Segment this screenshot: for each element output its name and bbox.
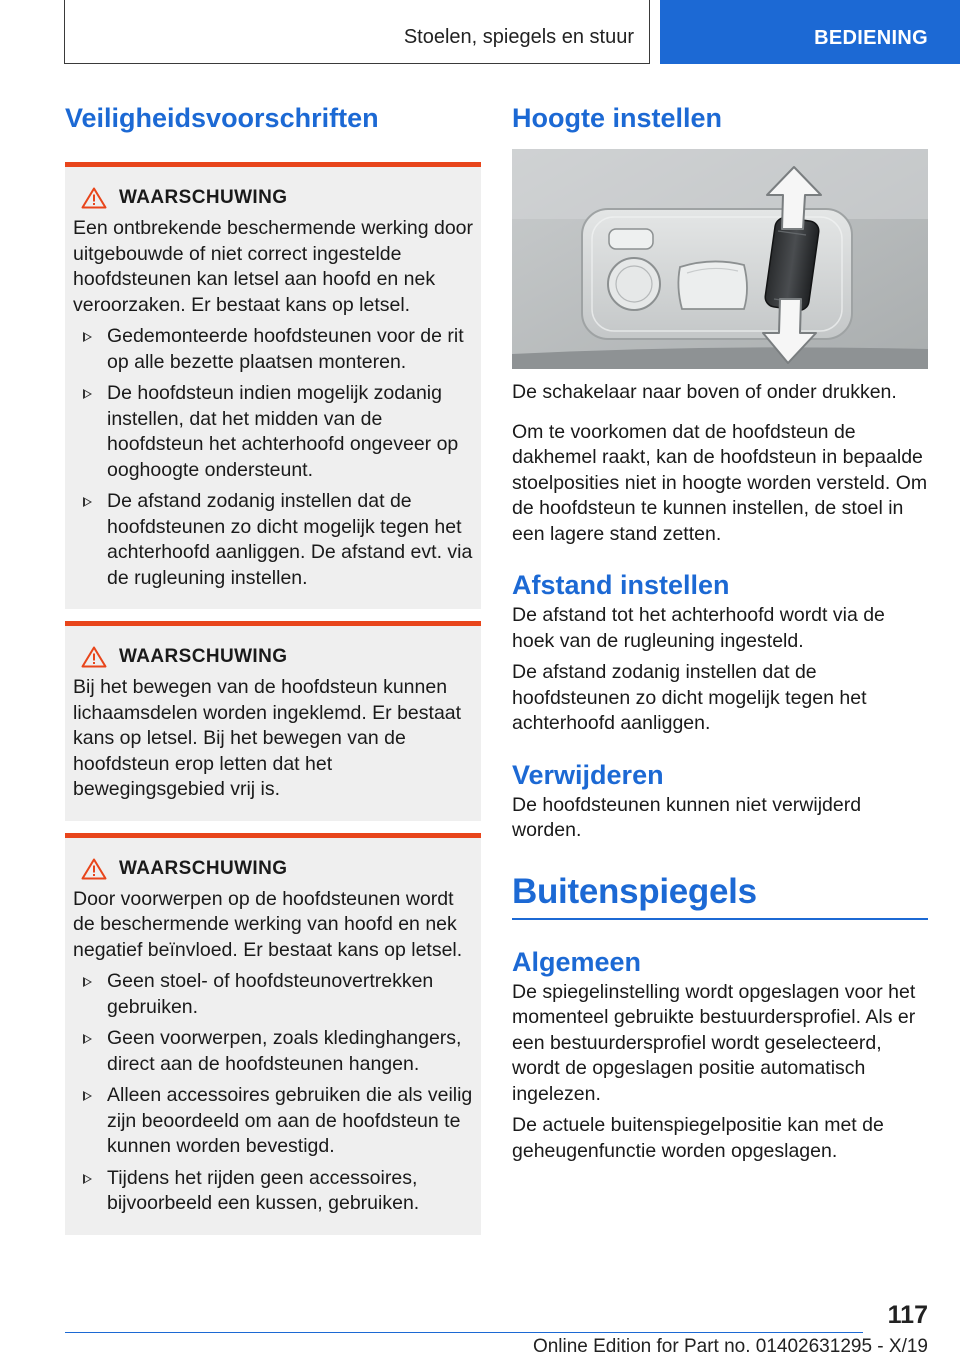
warning-text: Een ontbrekende beschermende werking door uitgebouwde of niet correct ingestelde hoofdsteunen kan letsel aan hoofd en nek veroorzaken. Er bestaat kans op letsel.	[73, 217, 474, 316]
heading-height: Hoogte instellen	[512, 103, 723, 133]
list-bullet-triangle-icon	[83, 332, 92, 342]
height-caption: De schakelaar naar boven of onder drukken.	[512, 381, 897, 403]
list-bullet-triangle-icon	[83, 1091, 92, 1101]
headrest-switch-illustration	[512, 149, 928, 369]
list-item: Geen stoel- of hoofdsteunovertrekken gebruiken.	[73, 969, 473, 1020]
right-column	[512, 100, 928, 1164]
list-item: Tijdens het rijden geen accessoires, bijvoorbeeld een kussen, gebruiken.	[73, 1166, 473, 1217]
list-item: Geen voorwerpen, zoals kledinghangers, direct aan de hoofdsteunen hangen.	[73, 1026, 473, 1077]
distance-text-2: De afstand zodanig instellen dat de hoofdsteunen zo dicht mogelijk tegen het achterhoofd aanliggen.	[512, 661, 867, 734]
list-bullet-triangle-icon	[83, 1034, 92, 1044]
list-bullet-triangle-icon	[83, 977, 92, 987]
remove-text: De hoofdsteunen kunnen niet verwijderd worden.	[512, 793, 862, 841]
list-bullet-triangle-icon	[83, 389, 92, 399]
warning-label: WAARSCHUWING	[119, 646, 288, 667]
footer-edition: Online Edition for Part no. 01402631295 - X/19	[532, 1336, 928, 1357]
warning-label: WAARSCHUWING	[119, 857, 288, 879]
general-text-1: De spiegelinstelling wordt opgeslagen voor het momenteel gebruikte bestuurdersprofiel. Als er een bestuurdersprofiel wordt geselecteerd, wordt de opgeslagen positie automatisch ingelezen.	[512, 980, 916, 1105]
list-bullet-triangle-icon	[83, 497, 92, 507]
warning-triangle-icon	[81, 187, 107, 209]
header-chapter-tab	[660, 0, 960, 64]
left-column	[65, 100, 481, 1235]
distance-text-1: De afstand tot het achterhoofd wordt via de hoek van de rugleuning ingesteld.	[512, 604, 885, 652]
heading-mirrors: Buitenspiegels	[512, 871, 757, 911]
height-text: Om te voorkomen dat de hoofdsteun de dakhemel raakt, kan de hoofdsteun in bepaalde stoelposities niet in hoogte worden versteld. Om de hoofdsteun te kunnen instellen, de stoel in een lagere stand zetten.	[512, 420, 928, 545]
heading-general: Algemeen	[512, 946, 642, 977]
warning-title	[73, 646, 473, 668]
warning-text: Bij het bewegen van de hoofdsteun kunnen lichaamsdelen worden ingeklemd. Er bestaat kans op letsel. Bij het bewegen van de hoofdsteun erop letten dat het bewegingsgebied vrij is.	[73, 676, 462, 800]
heading-distance: Afstand instellen	[512, 570, 730, 600]
heading-safety: Veiligheidsvoorschriften	[65, 103, 379, 133]
list-item: Gedemonteerde hoofdsteunen voor de rit op alle bezette plaatsen monteren.	[73, 324, 473, 375]
warning-label: WAARSCHUWING	[119, 187, 288, 208]
headrest-switch-photo	[512, 149, 928, 369]
warning-list	[73, 969, 473, 1217]
heading-rule	[512, 918, 928, 920]
warning-triangle-icon	[81, 646, 107, 668]
footer-rule	[65, 1332, 863, 1333]
general-text-2: De actuele buitenspiegelpositie kan met de geheugenfunctie worden opgeslagen.	[512, 1114, 884, 1162]
warning-box-3	[65, 833, 481, 1235]
list-item: De afstand zodanig instellen dat de hoofdsteunen zo dicht mogelijk tegen het achterhoofd aanliggen. De afstand evt. via de rugleuning instellen.	[73, 489, 473, 591]
heading-remove: Verwijderen	[512, 759, 664, 790]
page-number: 117	[887, 1301, 928, 1329]
warning-triangle-icon	[81, 858, 107, 880]
warning-title	[73, 858, 473, 880]
list-bullet-triangle-icon	[83, 1174, 92, 1184]
header-section-title: Stoelen, spiegels en stuur	[403, 26, 634, 48]
header-chapter-label: BEDIENING	[814, 27, 928, 49]
warning-box-2	[65, 621, 481, 821]
list-item: De hoofdsteun indien mogelijk zodanig instellen, dat het midden van de hoofdsteun het achterhoofd ongeveer op ooghoogte ondersteunt.	[73, 381, 473, 483]
warning-text: Door voorwerpen op de hoofdsteunen wordt de beschermende werking van hoofd en nek negatief beïnvloed. Er bestaat kans op letsel.	[73, 887, 463, 961]
warning-box-1	[65, 162, 481, 609]
warning-title	[73, 187, 473, 209]
warning-list	[73, 324, 473, 591]
list-item: Alleen accessoires gebruiken die als veilig zijn beoordeeld om aan de hoofdsteun te kunnen worden bevestigd.	[73, 1083, 473, 1160]
